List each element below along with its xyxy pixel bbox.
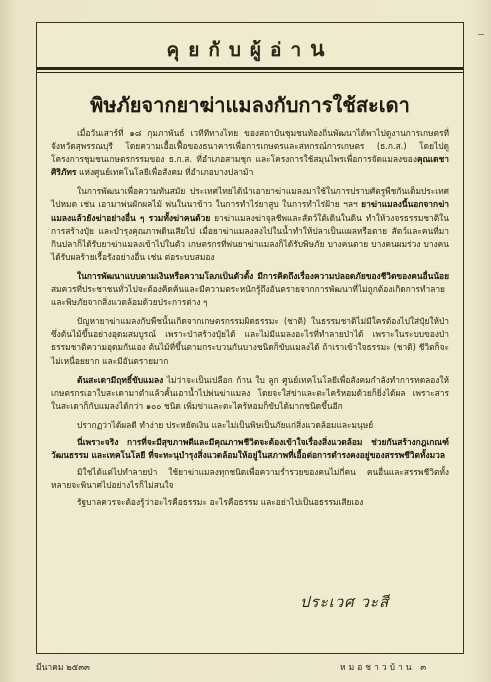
- footer-page-number: หมอชาวบ้าน ๓: [340, 663, 430, 673]
- editorial-frame: [36, 22, 464, 654]
- column-header: [37, 33, 463, 66]
- header-rule-thin: [37, 72, 463, 73]
- paragraph-4: ปัญหายาฆ่าแมลงกับพืชนั้นเกิดจากเกษตรกรรมผิดธรรมะ (ชาติ) ในธรรมชาติไม่มีใครต้องไปใส่ปุ๋ยให้ป่าซึ่งต้นไม้ขึ้นอย่างอุดมสมบูรณ์ เพราะป่าสร้างปุ๋ยได้ และไม่มีแมลงอะไรที่ทำลายป่าได้ เพราะในระบบของป่าธรรมชาติความอุดมกันเอง ต้นไม้ที่ขึ้นตามกระบวนกันบางชนิดก็ขับแมลงได้ ถ้าเราเข้าใจธรรมะ (ชาติ) ชีวิตก็จะไม่เหนื่อยยาก และมีอันตรายมาก: [51, 316, 449, 366]
- paragraph-2: ในการพัฒนาเพื่อความทันสมัย ประเทศไทยได้นำเอายาฆ่าแมลงมาใช้ในการปราบศัตรูพืชกันเต็มประเทศไปหมด เช่น เอามาพ่นผักผลไม้ พ่นในนาข้าว ในการทำไร่ยาสูบ ในการทำไร่ฝ้าย ฯลฯ ยาฆ่าแมลงนี้นอกจากฆ่าแมลงแล้วยังฆ่าอย่างอื่น ๆ รวมทั้งฆ่าคนด้วย ยาฆ่าแมลงฆ่าจุลชีพและสัตว์ใต้เดินในดิน ทำให้วงจรธรรมชาติในการสร้างปุ๋ย และบำรุงคุณภาพดินเสียไป เมื่อยาฆ่าแมลงลงไปในน้ำทำให้ปลาเป็นแผลหรือตาย สัตว์และคนที่มากินปลาก็ได้รับยาฆ่าแมลงเข้าไปในตัว เกษตรกรที่พ่นยาฆ่าแมลงก็ได้รับพิษภัย บางคนตาย บางคนผมร่วง บางคนได้รับผลร้ายเรื้อรังอย่างอื่น เช่น ต่อระบบสมอง: [51, 186, 449, 262]
- paragraph-1: เมื่อวันเสาร์ที่ ๑๘ กุมภาพันธ์ เวทีทีทางไทย ของสถาบันชุมชนท้องถิ่นพัฒนาได้พาไปดูงานการเกษตรที่จังหวัดสุพรรณบุรี โดยความเอื้อเฟื้อของธนาคารเพื่อการเกษตรและสหกรณ์การเกษตร (ธ.ก.ส.) โดยไปดูโครงการชุมชนเกษตรกรรมของ ธ.ก.ส. ที่อำเภอสามชุก และโครงการใช้สมุนไพรเพื่อการจัดแมลงของคุณเดชา ศิริภัทร แห่งศูนย์เทคโนโลยีเพื่อสังคม ที่อำเภอบางปลาม้า: [51, 128, 449, 178]
- footer-issue-date: มีนาคม ๒๕๓๓: [36, 663, 90, 673]
- column-header-text: คุยกับผู้อ่า: [166, 39, 311, 61]
- margin-mark: [478, 34, 484, 35]
- paragraph-3: ในการพัฒนาแบบตามเงินหรือความโลภเป็นตัวตั้ง มีการคิดถึงเรื่องความปลอดภัยของชีวิตของคนอื่นน้อย สมควรที่ประชาชนทั่วไปจะต้องคิดค้นและมีความตระหนักรู้ถึงอันตรายจากการพัฒนาที่ไม่ถูกต้องเกิดการทำลาย และพิษภัยจากสิ่งแวดล้อมด้วยประการต่าง ๆ: [51, 270, 449, 308]
- paragraph-8: มิใช่ได้แต่ไปทำลายป่า ใช้ยาฆ่าแมลงทุกชนิดเพื่อความร่ำรวยของคนไม่กี่คน คนอื่นและสรรพชีวิตทั้งหลายจะพินาศไปอย่างไรก็ไม่สนใจ: [51, 467, 449, 491]
- article-body: [51, 127, 449, 513]
- paragraph-7: นี่เพราะจริง การที่จะมีสุขภาพดีและมีคุณภาพชีวิตจะต้องเข้าใจเรื่องสิ่งแวดล้อม ช่วยกันสร้างกฎเกณฑ์ วัฒนธรรม และเทคโนโลยี ที่จะทะนุบำรุงสิ่งแวดล้อมให้อยู่ในสภาพที่เอื้อต่อการดำรงคงอยู่ของสรรพชีวิตทั้งมวล: [51, 436, 449, 461]
- author-signature: ประเวศ วะสี: [300, 593, 390, 611]
- column-header-last-char: น: [310, 37, 334, 61]
- article-title: พิษภัยจากยาฆ่าแมลงกับการใช้สะเดา: [90, 93, 410, 117]
- paragraph-5: ต้นสะเดามีฤทธิ์ขับแมลง ไม่ว่าจะเป็นเปลือก ก้าน ใบ ลูก ศูนย์เทคโนโลยีเพื่อสังคมกำลังทำการทดลองให้เกษตรกรเอาใบสะเดามาตำแล้วคั้นเอาน้ำไปพ่นฆ่าแมลง โดยจะใส่ข่าและตะไคร้หอมด้วยก็ยิ่งได้ผล เพราะสารในสะเดาก็กับแมลงได้กว่า ๑๐๐ ชนิด เพิ่มข่าและตะไคร้หอมก็ขับได้มากชนิดขึ้นอีก: [51, 374, 449, 411]
- paragraph-6: ปรากฏว่าได้ผลดี ทำง่าย ประหยัดเงิน และไม่เป็นพิษเป็นภัยแก่สิ่งแวดล้อมและมนุษย์: [77, 419, 374, 430]
- header-rule-thick: [37, 67, 463, 70]
- paragraph-9: รัฐบาลควรจะต้องรู้ว่าอะไรคือธรรมะ อะไรคือธรรม และอย่าไปเป็นอธรรมเสียเอง: [77, 497, 364, 508]
